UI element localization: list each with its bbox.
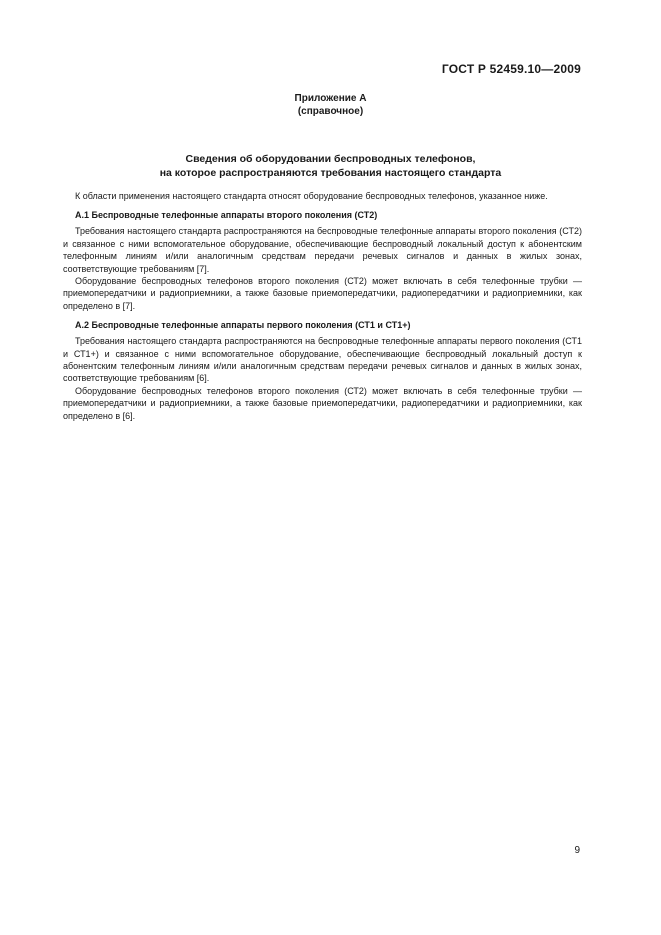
section-heading: А.2 Беспроводные телефонные аппараты первого поколения (СТ1 и СТ1+) — [75, 320, 411, 331]
standard-code: ГОСТ Р 52459.10—2009 — [441, 62, 581, 76]
paragraph: Оборудование беспроводных телефонов второго поколения (СТ2) может включать в себя телефонные трубки — приемопередатчики и радиоприемники, а также базовые приемопередатчики, радиопередатчики и радиоприемники, как определено в [6]. — [63, 385, 582, 421]
paragraph: Требования настоящего стандарта распространяются на беспроводные телефонные аппараты первого поколения (СТ1 и СТ1+) и связанное с ними вспомогательное оборудование, обеспечивающие беспроводный локальный доступ к абонентским телефонным линиям и/или аналогичным средствам передачи речевых сигналов и данных в жилых зонах, соответствующие требованиям [6]. — [63, 336, 582, 384]
title-line-1: Сведения об оборудовании беспроводных телефонов, — [185, 153, 476, 165]
section-heading: А.1 Беспроводные телефонные аппараты второго поколения (СТ2) — [75, 210, 378, 221]
intro-paragraph: К области применения настоящего стандарта относят оборудование беспроводных телефонов, указанное ниже. — [75, 191, 548, 201]
appendix-label: Приложение А — [294, 93, 367, 104]
appendix-type: (справочное) — [297, 106, 364, 117]
paragraph: Требования настоящего стандарта распространяются на беспроводные телефонные аппараты второго поколения (СТ2) и связанное с ними вспомогательное оборудование, обеспечивающие беспроводный локальный доступ к абонентским телефонным линиям и/или аналогичным средствам передачи речевых сигналов и данных в жилых зонах, соответствующие требованиям [7]. — [63, 226, 582, 274]
paragraph: Оборудование беспроводных телефонов второго поколения (СТ2) может включать в себя телефонные трубки — приемопередатчики и радиоприемники, а также базовые приемопередатчики, радиопередатчики и радиоприемники, как определено в [7]. — [63, 276, 582, 311]
page-number: 9 — [574, 845, 580, 856]
section-a1 — [63, 209, 582, 312]
document-title — [0, 152, 661, 180]
document-body — [63, 190, 582, 422]
appendix-heading — [0, 92, 661, 118]
title-line-2: на которое распространяются требования настоящего стандарта — [159, 167, 502, 179]
section-a2 — [63, 319, 582, 422]
